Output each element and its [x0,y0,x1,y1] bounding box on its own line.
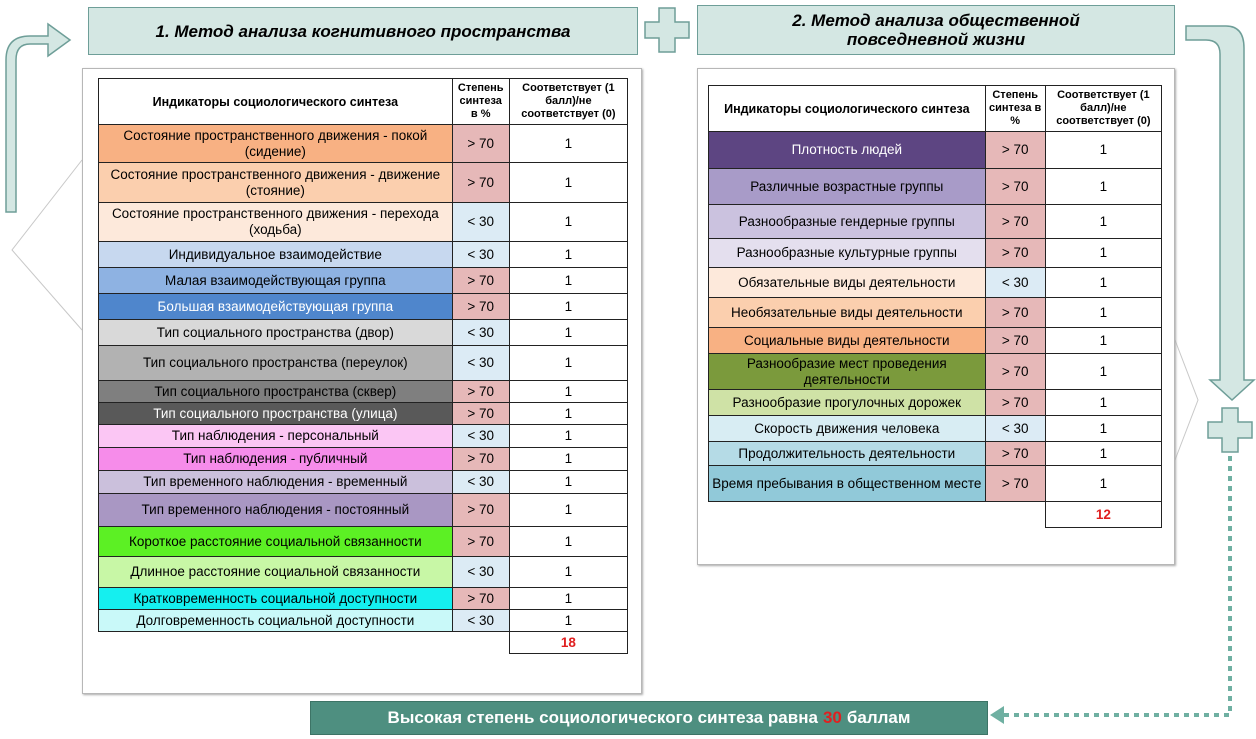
indicator-cell: Тип наблюдения - персональный [99,425,453,448]
indicator-cell: Социальные виды деятельности [709,328,986,354]
indicator-cell: Долговременность социальной доступности [99,610,453,632]
indicator-cell: Продолжительность деятельности [709,442,986,466]
table-row [709,132,1162,169]
conclusion-banner [310,701,988,735]
table-row [709,328,1162,354]
table-row [99,346,628,381]
indicator-cell: Индивидуальное взаимодействие [99,242,453,268]
indicator-cell: Тип временного наблюдения - постоянный [99,494,453,527]
table-row [709,466,1162,502]
panel2-bracket-line [1175,340,1198,460]
degree-cell: > 70 [985,298,1045,328]
table-row [709,268,1162,298]
degree-cell: > 70 [985,328,1045,354]
degree-cell: > 70 [452,403,509,425]
score-cell: 1 [509,242,627,268]
plus-icon-right [1208,408,1252,452]
conclusion-prefix: Высокая степень социологического синтеза равна [387,708,818,727]
score-cell: 1 [509,471,627,494]
degree-cell: > 70 [985,132,1045,169]
score-cell: 1 [509,163,627,203]
score-cell: 1 [509,403,627,425]
degree-cell: < 30 [452,346,509,381]
score-cell: 1 [1045,268,1161,298]
indicator-cell: Тип социального пространства (переулок) [99,346,453,381]
blank-cell [709,502,986,528]
indicator-cell: Тип социального пространства (сквер) [99,381,453,403]
indicator-cell: Тип социального пространства (улица) [99,403,453,425]
indicator-cell: Необязательные виды деятельности [709,298,986,328]
table-row [99,588,628,610]
score-cell: 1 [1045,354,1161,390]
score-cell: 1 [509,346,627,381]
indicator-cell: Тип социального пространства (двор) [99,320,453,346]
indicator-cell: Большая взаимодействующая группа [99,294,453,320]
degree-cell: > 70 [985,390,1045,416]
indicator-cell: Состояние пространственного движения - движение (стояние) [99,163,453,203]
degree-cell: > 70 [985,205,1045,239]
score-cell: 1 [509,557,627,588]
degree-cell: > 70 [452,268,509,294]
degree-cell: < 30 [452,203,509,242]
indicator-cell: Короткое расстояние социальной связанности [99,527,453,557]
indicator-cell: Разнообразные гендерные группы [709,205,986,239]
table-row [99,471,628,494]
indicator-cell: Тип наблюдения - публичный [99,448,453,471]
score-cell: 1 [1045,416,1161,442]
indicator-cell: Разнообразие мест проведения деятельности [709,354,986,390]
score-cell: 1 [1045,328,1161,354]
degree-cell: < 30 [452,471,509,494]
table-row [99,294,628,320]
header-degree: Степень синтеза в % [985,86,1045,132]
degree-cell: > 70 [985,239,1045,268]
curved-arrow-right-icon [1186,26,1254,400]
score-cell: 1 [509,448,627,471]
degree-cell: < 30 [985,268,1045,298]
score-cell: 1 [509,588,627,610]
score-cell: 1 [509,527,627,557]
total-score: 18 [509,632,627,654]
table-row [709,298,1162,328]
degree-cell: > 70 [452,381,509,403]
degree-cell: > 70 [452,448,509,471]
table-row [99,203,628,242]
conclusion-suffix: баллам [846,708,911,727]
header-indicators: Индикаторы социологического синтеза [99,79,453,125]
score-cell: 1 [509,268,627,294]
table-row [709,205,1162,239]
score-cell: 1 [1045,169,1161,205]
curved-arrow-left-icon [6,24,70,212]
header-degree: Степень синтеза в % [452,79,509,125]
indicator-cell: Различные возрастные группы [709,169,986,205]
degree-cell: > 70 [452,527,509,557]
indicator-cell: Состояние пространственного движения - перехода (ходьба) [99,203,453,242]
score-cell: 1 [509,203,627,242]
table-row [99,163,628,203]
table-row [99,403,628,425]
table-row [709,354,1162,390]
degree-cell: < 30 [452,610,509,632]
indicator-cell: Время пребывания в общественном месте [709,466,986,502]
table-row [709,169,1162,205]
indicator-cell: Плотность людей [709,132,986,169]
method1-table [98,78,628,654]
degree-cell: < 30 [985,416,1045,442]
indicator-cell: Обязательные виды деятельности [709,268,986,298]
table-row [709,416,1162,442]
degree-cell: < 30 [452,557,509,588]
indicator-cell: Длинное расстояние социальной связанности [99,557,453,588]
table-row [99,242,628,268]
degree-cell: > 70 [985,466,1045,502]
total-row [709,502,1162,528]
score-cell: 1 [1045,298,1161,328]
score-cell: 1 [509,125,627,163]
degree-cell: > 70 [452,294,509,320]
header-score: Соответствует (1 балл)/не соответствует (0) [1045,86,1161,132]
degree-cell: > 70 [452,125,509,163]
indicator-cell: Состояние пространственного движения - покой (сидение) [99,125,453,163]
method2-title: 2. Метод анализа общественной повседневной жизни [697,5,1175,55]
table-row [709,239,1162,268]
degree-cell: > 70 [985,354,1045,390]
table-row [99,494,628,527]
indicator-cell: Скорость движения человека [709,416,986,442]
table-row [709,442,1162,466]
score-cell: 1 [509,381,627,403]
score-cell: 1 [1045,132,1161,169]
table-row [709,390,1162,416]
score-cell: 1 [509,425,627,448]
table-row [99,527,628,557]
table-row [99,268,628,294]
score-cell: 1 [509,610,627,632]
indicator-cell: Тип временного наблюдения - временный [99,471,453,494]
indicator-cell: Малая взаимодействующая группа [99,268,453,294]
method1-title: 1. Метод анализа когнитивного пространства [88,7,638,55]
score-cell: 1 [509,320,627,346]
table-row [99,610,628,632]
degree-cell: < 30 [452,242,509,268]
dotted-arrowhead-icon [990,706,1004,724]
score-cell: 1 [1045,390,1161,416]
degree-cell: > 70 [452,163,509,203]
score-cell: 1 [509,494,627,527]
plus-icon-top [645,8,689,52]
table-row [99,557,628,588]
score-cell: 1 [509,294,627,320]
degree-cell: > 70 [452,494,509,527]
score-cell: 1 [1045,239,1161,268]
table-row [99,448,628,471]
conclusion-number: 30 [822,708,842,727]
blank-cell [985,502,1045,528]
blank-cell [99,632,453,654]
degree-cell: < 30 [452,320,509,346]
score-cell: 1 [1045,205,1161,239]
header-score: Соответствует (1 балл)/не соответствует (0) [509,79,627,125]
table-row [99,320,628,346]
table-row [99,125,628,163]
degree-cell: < 30 [452,425,509,448]
total-score: 12 [1045,502,1161,528]
indicator-cell: Кратковременность социальной доступности [99,588,453,610]
table-row [99,425,628,448]
indicator-cell: Разнообразные культурные группы [709,239,986,268]
degree-cell: > 70 [985,442,1045,466]
method2-table [708,85,1162,528]
degree-cell: > 70 [452,588,509,610]
score-cell: 1 [1045,466,1161,502]
header-indicators: Индикаторы социологического синтеза [709,86,986,132]
blank-cell [452,632,509,654]
indicator-cell: Разнообразие прогулочных дорожек [709,390,986,416]
score-cell: 1 [1045,442,1161,466]
degree-cell: > 70 [985,169,1045,205]
table-row [99,381,628,403]
panel1-bracket-line [12,160,82,330]
total-row [99,632,628,654]
